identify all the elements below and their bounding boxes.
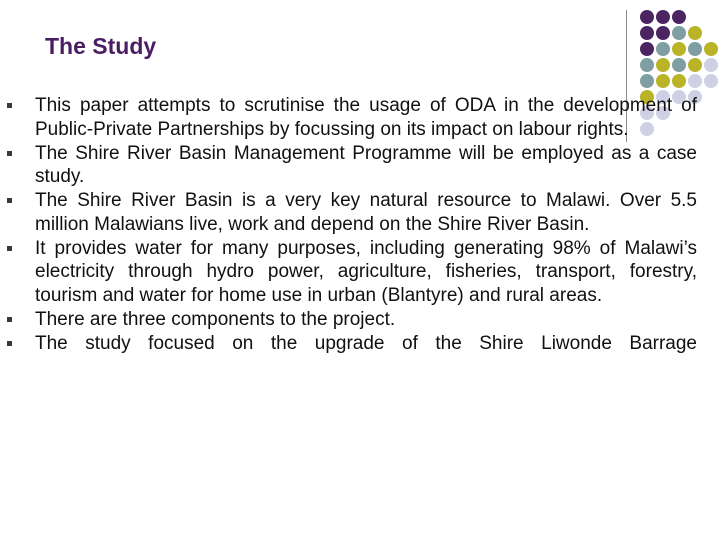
square-bullet-icon xyxy=(7,341,12,346)
decorative-dot xyxy=(656,42,670,56)
decorative-dot xyxy=(640,26,654,40)
decorative-dot xyxy=(672,26,686,40)
decorative-dot xyxy=(688,58,702,72)
decorative-dot xyxy=(704,58,718,72)
decorative-dot xyxy=(688,42,702,56)
square-bullet-icon xyxy=(7,317,12,322)
decorative-dot xyxy=(656,26,670,40)
decorative-dot xyxy=(656,58,670,72)
square-bullet-icon xyxy=(7,103,12,108)
slide-title: The Study xyxy=(45,33,157,59)
square-bullet-icon xyxy=(7,198,12,203)
square-bullet-icon xyxy=(7,151,12,156)
decorative-dot xyxy=(672,42,686,56)
decorative-dot xyxy=(688,26,702,40)
square-bullet-icon xyxy=(7,246,12,251)
decorative-dot xyxy=(640,10,654,24)
decorative-dot xyxy=(640,74,654,88)
bullet-text: There are three components to the project. xyxy=(35,308,396,330)
decorative-dot xyxy=(656,74,670,88)
decorative-dot xyxy=(688,74,702,88)
decorative-dot xyxy=(672,74,686,88)
bullet-item xyxy=(0,237,720,308)
decorative-dot xyxy=(672,58,686,72)
bullet-item xyxy=(0,94,720,141)
decorative-dot xyxy=(704,42,718,56)
decorative-dot xyxy=(704,74,718,88)
decorative-dot xyxy=(640,42,654,56)
decorative-dot xyxy=(656,10,670,24)
bullet-item xyxy=(0,189,720,236)
bullet-item xyxy=(0,332,720,356)
bullet-text: The study focused on the upgrade of the Shire Liwonde Barrage xyxy=(35,332,697,354)
bullet-text: The Shire River Basin Management Programme will be employed as a case study. xyxy=(35,142,697,187)
bullet-text: This paper attempts to scrutinise the usage of ODA in the development of Public-Private Partnerships by focussing on its impact on labour rights. xyxy=(35,95,697,140)
bullet-item xyxy=(0,308,720,332)
bullet-list xyxy=(0,94,720,355)
bullet-text: The Shire River Basin is a very key natural resource to Malawi. Over 5.5 million Malawians live, work and depend on the Shire River Basin. xyxy=(35,190,697,235)
decorative-dot xyxy=(672,10,686,24)
decorative-dot xyxy=(640,58,654,72)
bullet-text: It provides water for many purposes, including generating 98% of Malawi’s electricity through hydro power, agriculture, fisheries, transport, forestry, tourism and water for home use in urban (Blantyre) and rural areas. xyxy=(35,237,697,306)
bullet-item xyxy=(0,142,720,189)
